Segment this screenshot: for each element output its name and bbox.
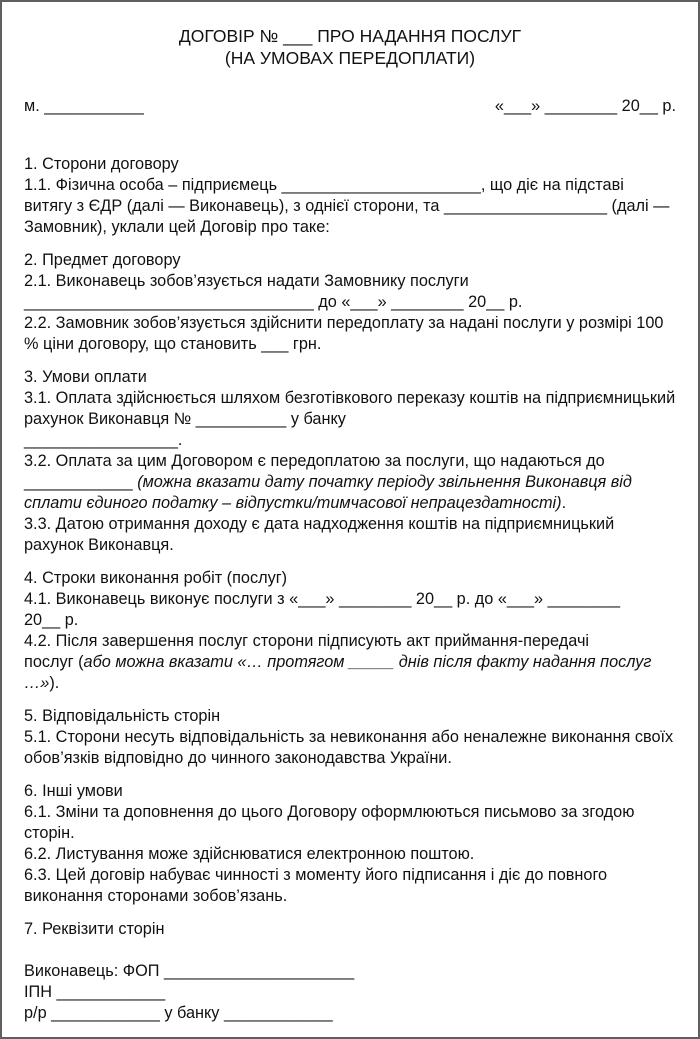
section-3-payment-terms [24,367,685,556]
section-6-other-terms [24,781,676,907]
document-title [24,26,676,69]
section-1-heading: 1. Сторони договору [24,155,179,173]
clause-3-2: 3.2. Оплата за цим Договором є передоплатою за послуги, що надаються до ____________ (можна вказати дату початку періоду звільнення Виконавця від сплати єдиного податку – відпустки/тимчасової непрацездатності). [24,452,637,512]
section-4-heading: 4. Строки виконання робіт (послуг) [24,569,288,587]
clause-5-1: 5.1. Сторони несуть відповідальність за невиконання або неналежне виконання своїх обов’язків відповідно до чинного законодавства України. [24,728,678,767]
date-blank-field: «___» ________ 20__ р. [494,97,676,115]
section-3-heading: 3. Умови оплати [24,368,147,386]
clause-2-2: 2.2. Замовник зобов’язується здійснити передоплату за надані послуги у розмірі 100 % ціни договору, що становить ___ грн. [24,314,669,353]
place-blank-field: м. ___________ [24,97,144,115]
section-5-heading: 5. Відповідальність сторін [24,707,221,725]
document-title-line-2: (НА УМОВАХ ПЕРЕДОПЛАТИ) [224,47,476,68]
clause-3-3: 3.3. Датою отримання доходу є дата надходження коштів на підприємницький рахунок Виконавця. [24,515,619,554]
requisite-bank-account-line: р/р ____________ у банку ____________ [24,1004,333,1022]
section-4-deadlines [24,568,676,694]
section-5-liability [24,706,676,769]
clause-1-1: 1.1. Фізична особа – підприємець ______________________, що діє на підставі витягу з ЄДР (далі — Виконавець), з однієї сторони, та __________________ (далі — Замовник), уклали цей Договір про таке: [24,176,674,236]
section-6-heading: 6. Інші умови [24,782,123,800]
section-2-heading: 2. Предмет договору [24,251,181,269]
section-7-heading: 7. Реквізити сторін [24,920,165,938]
clause-4-1: 4.1. Виконавець виконує послуги з «___» ________ 20__ р. до «___» ________ 20__ р. [24,590,621,629]
requisites-block [24,961,676,1024]
section-1-parties [24,154,676,238]
clause-4-2: 4.2. Після завершення послуг сторони підписують акт приймання-передачі послуг (або можна вказати «… протягом _____ днів після факту надання послуг …»). [24,632,656,692]
section-7-requisites [24,919,676,1024]
clause-3-1: 3.1. Оплата здійснюється шляхом безготівкового переказу коштів на підприємницький рахунок Виконавця № __________ у банку _________________. [24,389,685,449]
place-date-row [24,96,676,117]
document-title-line-1: ДОГОВІР № ___ ПРО НАДАННЯ ПОСЛУГ [178,26,522,46]
section-2-subject [24,250,676,355]
requisite-executor-line: Виконавець: ФОП _____________________ [24,962,355,980]
clause-2-1: 2.1. Виконавець зобов’язується надати Замовнику послуги ________________________________ до «___» ________ 20__ р. [24,272,523,311]
clause-6-1: 6.1. Зміни та доповнення до цього Договору оформлюються письмово за згодою сторін. [24,803,639,842]
requisite-itn-line: ІПН ____________ [24,983,166,1001]
clause-6-3: 6.3. Цей договір набуває чинності з моменту його підписання і діє до повного виконання сторонами зобов’язань. [24,866,612,905]
clause-6-2: 6.2. Листування може здійснюватися електронною поштою. [24,845,475,863]
